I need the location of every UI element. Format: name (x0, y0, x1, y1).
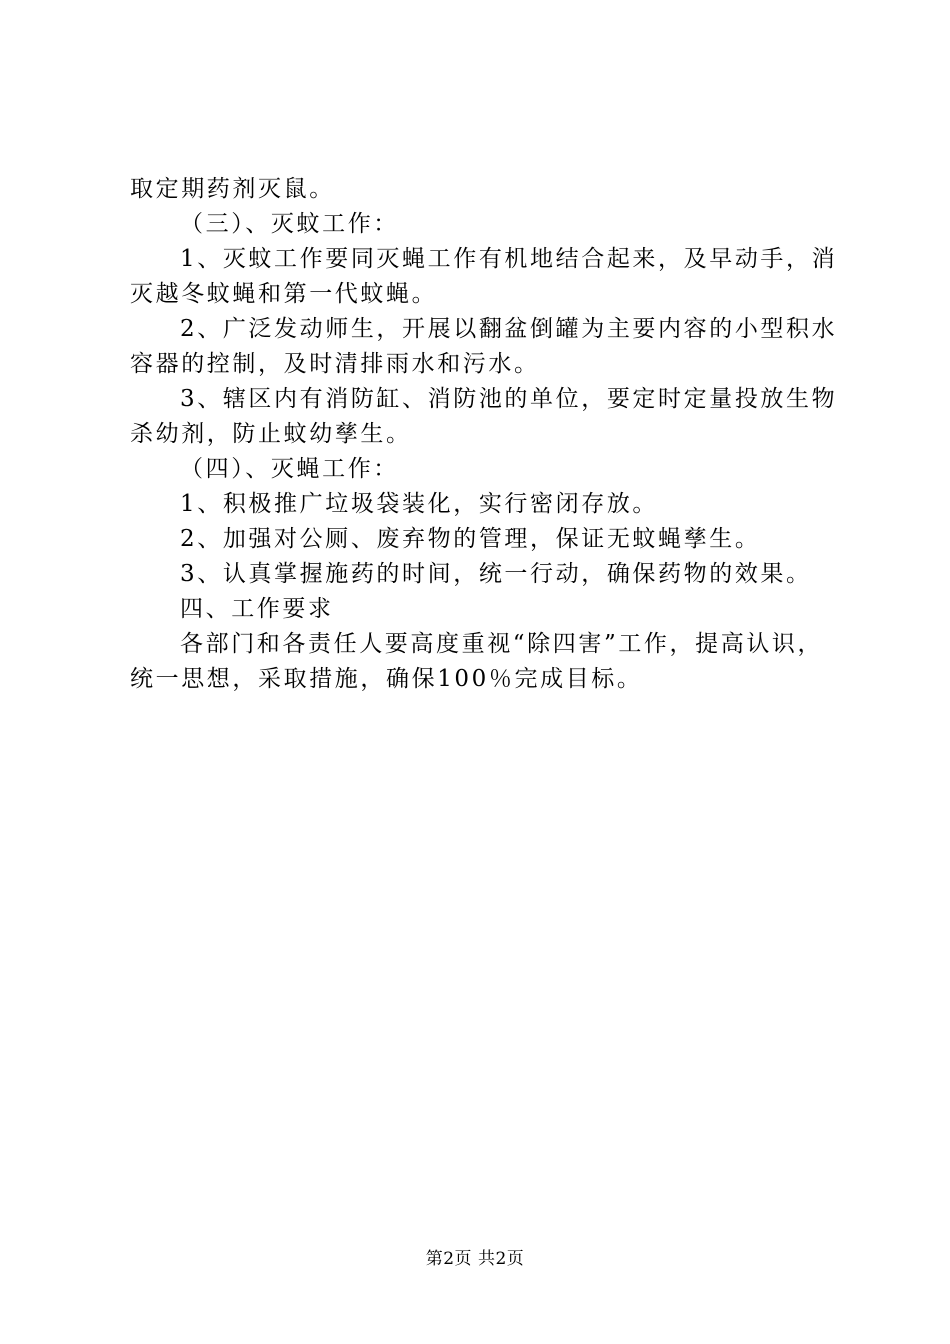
paragraph-line: 统一思想，采取措施，确保100％完成目标。 (130, 666, 643, 692)
paragraph-line: 2、广泛发动师生，开展以翻盆倒罐为主要内容的小型积水 (180, 316, 838, 342)
paragraph-line: 1、积极推广垃圾袋装化，实行密闭存放。 (180, 491, 659, 517)
paragraph-line: 3、认真掌握施药的时间，统一行动，确保药物的效果。 (180, 561, 812, 587)
paragraph-line: 3、辖区内有消防缸、消防池的单位，要定时定量投放生物 (180, 386, 838, 412)
page-number-footer: 第2页 共2页 (425, 1249, 525, 1269)
paragraph-line: 取定期药剂灭鼠。 (130, 176, 335, 202)
section-heading: （三）、灭蚊工作： (180, 211, 399, 237)
paragraph-line: 容器的控制，及时清排雨水和污水。 (130, 351, 540, 377)
document-body (130, 172, 838, 697)
paragraph-line: 灭越冬蚊蝇和第一代蚊蝇。 (130, 281, 438, 307)
paragraph-line: 各部门和各责任人要高度重视“除四害”工作，提高认识， (180, 631, 824, 657)
section-heading: （四）、灭蝇工作： (180, 456, 399, 482)
section-heading: 四、工作要求 (180, 596, 334, 622)
paragraph-line: 杀幼剂，防止蚊幼孳生。 (130, 421, 412, 447)
paragraph-line: 1、灭蚊工作要同灭蝇工作有机地结合起来，及早动手，消 (180, 246, 838, 272)
paragraph-line: 2、加强对公厕、废弃物的管理，保证无蚊蝇孳生。 (180, 526, 761, 552)
